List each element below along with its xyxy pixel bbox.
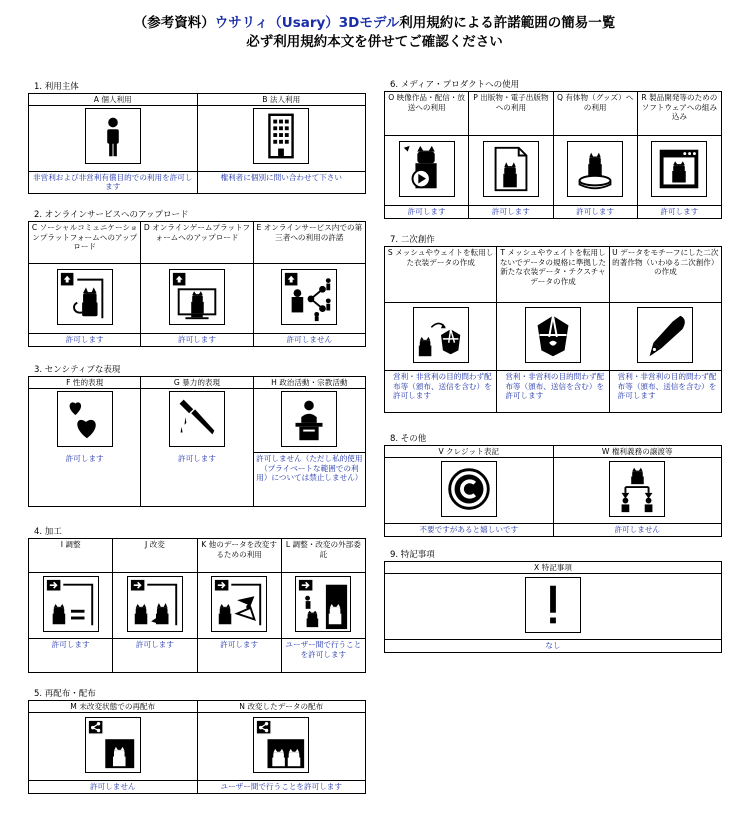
license-table [384, 246, 722, 413]
redistribute-icon [85, 717, 141, 773]
license-table [28, 93, 366, 194]
title-brand: ウサリィ（Usary）3Dモデル [214, 15, 400, 31]
status-text: 許可します [553, 206, 637, 219]
status-text: 許可します [113, 639, 197, 673]
column-header: L 調整・改変の外部委託 [281, 539, 365, 573]
distribute-modified-icon [253, 717, 309, 773]
costume-transfer-icon [413, 307, 469, 363]
status-text: 許可します [29, 639, 113, 673]
status-text: 営利・非営利の目的問わず配布等（頒布、送信を含む）を許可します [609, 371, 721, 413]
third-party-share-icon [281, 269, 337, 325]
status-text: 許可します [29, 334, 141, 347]
section-title: 4. 加工 [34, 527, 62, 537]
hearts-icon [57, 391, 113, 447]
column-header: N 改変したデータの配布 [197, 701, 366, 713]
column-header: F 性的表現 [29, 377, 141, 389]
column-header: R 製品開発等のためのソフトウェアへの組み込み [637, 92, 721, 136]
section-online-upload [28, 210, 366, 347]
status-text: 許可します [29, 453, 141, 507]
podium-speaker-icon [281, 391, 337, 447]
exclamation-icon [525, 577, 581, 633]
column-header: K 他のデータを改変するための利用 [197, 539, 281, 573]
license-table [28, 700, 366, 794]
upload-social-icon [57, 269, 113, 325]
section-title: 9. 特記事項 [390, 550, 435, 560]
status-text: 許可します [637, 206, 721, 219]
license-table [384, 91, 722, 219]
column-header: E オンラインサービス内での第三者への利用の許諾 [253, 222, 365, 264]
section-processing [28, 527, 366, 673]
status-text: 許可します [469, 206, 553, 219]
section-sensitive-expression [28, 365, 366, 507]
section-usage-subject [28, 82, 366, 194]
copyright-icon [441, 461, 497, 517]
column-header: O 映像作品・配信・放送への利用 [385, 92, 469, 136]
column-header: X 特記事項 [385, 562, 722, 574]
section-derivative-works [384, 235, 722, 413]
column-header: P 出版物・電子出版物への利用 [469, 92, 553, 136]
status-text: 許可しません [253, 334, 365, 347]
status-text: 権利者に個別に問い合わせて下さい [197, 171, 366, 193]
outsourcing-icon [295, 576, 351, 632]
page-subtitle: 必ず利用規約本文を併せてご確認ください [246, 34, 503, 50]
section-title: 1. 利用主体 [34, 82, 79, 92]
software-window-icon [651, 141, 707, 197]
column-header: I 調整 [29, 539, 113, 573]
title-prefix: （参考資料） [133, 15, 215, 31]
status-text: なし [385, 640, 722, 653]
status-text: 営利・非営利の目的問わず配布等（頒布、送信を含む）を許可します [497, 371, 609, 413]
column-header: M 未改変状態での再配布 [29, 701, 198, 713]
column-header: H 政治活動・宗教活動 [253, 377, 365, 389]
column-header: V クレジット表記 [385, 446, 554, 458]
status-text: 許可します [141, 453, 253, 507]
status-text: 営利・非営利の目的問わず配布等（頒布、送信を含む）を許可します [385, 371, 497, 413]
rights-transfer-icon [609, 461, 665, 517]
goods-figure-icon [567, 141, 623, 197]
license-table [384, 445, 722, 537]
section-title: 7. 二次創作 [390, 235, 435, 245]
status-text: 非営利および非営利有償目的での利用を許可します [29, 171, 198, 193]
column-header: J 改変 [113, 539, 197, 573]
status-text: 許可します [141, 334, 253, 347]
status-text: 許可しません [553, 524, 722, 537]
section-title: 5. 再配布・配布 [34, 689, 96, 699]
license-table [28, 376, 366, 507]
section-title: 2. オンラインサービスへのアップロード [34, 210, 189, 220]
status-text: 許可しません [29, 781, 198, 794]
modify-other-data-icon [211, 576, 267, 632]
column-header: A 個人利用 [29, 94, 198, 106]
section-title: 3. センシティブな表現 [34, 365, 121, 375]
video-icon [399, 141, 455, 197]
upload-game-icon [169, 269, 225, 325]
section-title: 6. メディア・プロダクトへの使用 [390, 80, 520, 90]
section-media-products [384, 80, 722, 219]
status-text: ユーザー間で行うことを許可します [197, 781, 366, 794]
title-suffix: 利用規約による許諾範囲の簡易一覧 [399, 15, 616, 31]
column-header: Q 有体物（グッズ）への利用 [553, 92, 637, 136]
status-text: ユーザー間で行うことを許可します [281, 639, 365, 673]
status-text: 不要ですがあると嬉しいです [385, 524, 554, 537]
status-text: 許可します [197, 639, 281, 673]
column-header: G 暴力的表現 [141, 377, 253, 389]
column-header: U データをモチーフにした二次的著作物（いわゆる二次創作）の作成 [609, 247, 721, 303]
column-header: D オンラインゲームプラットフォームへのアップロード [141, 222, 253, 264]
publication-icon [483, 141, 539, 197]
new-costume-icon [525, 307, 581, 363]
section-special-notes [384, 550, 722, 653]
page-title [0, 14, 749, 52]
license-table [28, 538, 366, 673]
column-header: B 法人利用 [197, 94, 366, 106]
column-header: S メッシュやウェイトを転用した衣装データの作成 [385, 247, 497, 303]
adjust-equal-icon [43, 576, 99, 632]
section-title: 8. その他 [390, 434, 427, 444]
section-other [384, 434, 722, 537]
license-table [28, 221, 366, 347]
section-redistribution [28, 689, 366, 794]
column-header: C ソーシャルコミュニケーションプラットフォームへのアップロード [29, 222, 141, 264]
pen-nib-icon [637, 307, 693, 363]
column-header: T メッシュやウェイトを転用しないでデータの規格に準拠した新たな衣装データ・テクスチャデータの作成 [497, 247, 609, 303]
modify-icon [127, 576, 183, 632]
person-icon [85, 108, 141, 164]
column-header: W 権利義務の譲渡等 [553, 446, 722, 458]
office-building-icon [253, 108, 309, 164]
status-text: 許可します [385, 206, 469, 219]
status-text: 許可しません（ただし私的使用（プライベートな範囲での利用）については禁止しません） [253, 453, 365, 507]
license-table [384, 561, 722, 653]
knife-icon [169, 391, 225, 447]
